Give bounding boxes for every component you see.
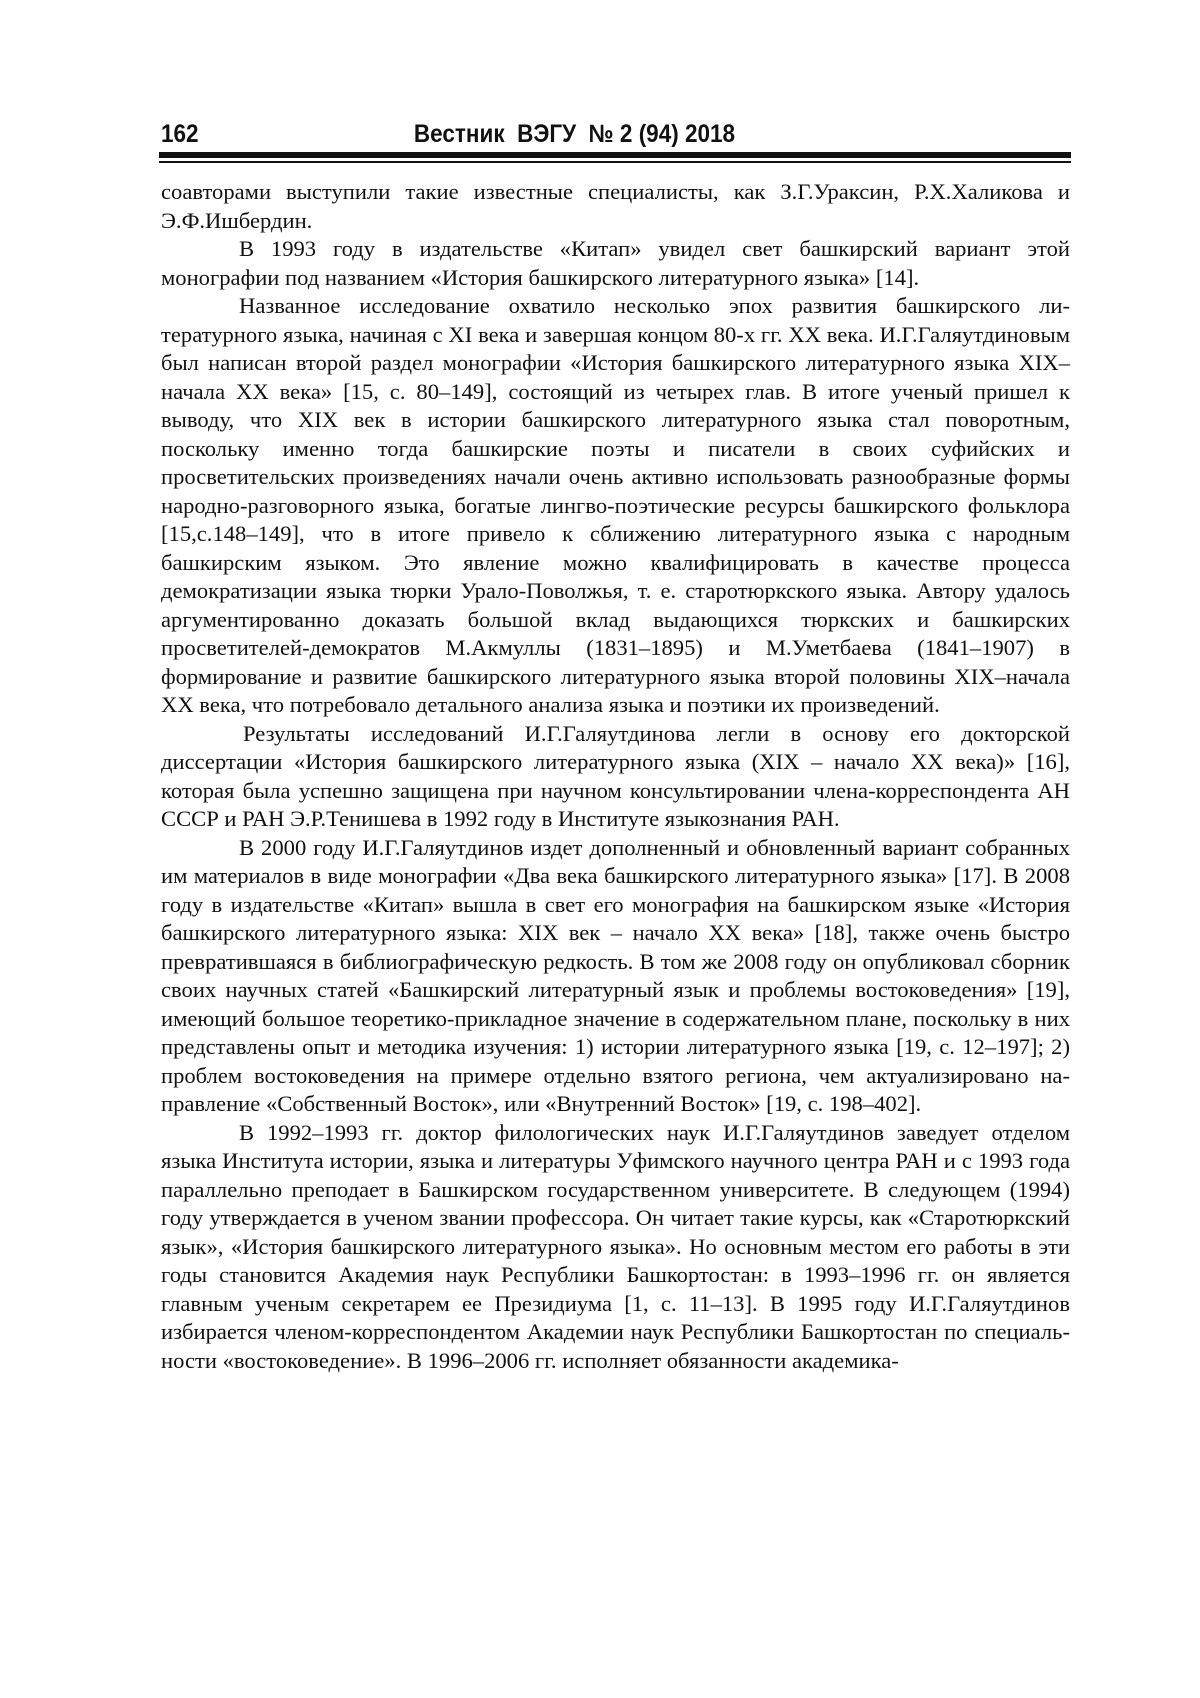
paragraph-6: В 1992–1993 гг. доктор филологических наук И.Г.Галяутдинов заведует отделом языка Института истории, языка и литературы Уфимского научного центра РАН и с 1993 года параллельно преподает в Башкирском государственном университете. В следующем (1994) году утверждается в ученом звании профессора. Он читает такие курсы, как «Старотюркский язык», «История башкирского литературного языка». Но основным местом его работы в эти годы становится Академия наук Республики Башкортостан: в 1993–1996 гг. он является главным ученым секретарем ее Президиума [1, с. 11–13]. В 1995 году И.Г.Галяутдинов избирается членом-корреспондентом Академии наук Республики Башкортостан по специальности «востоковедение». В 1996–2006 гг. исполняет обязанности академика-: [161, 1119, 1070, 1373]
paragraph-5: В 2000 году И.Г.Галяутдинов издет дополненный и обновленный вариант собранных им материалов в виде монографии «Два века башкирского литературного языка» [17]. В 2008 году в издательстве «Китап» вышла в свет его монография на башкирском языке «История башкирского литературного языка: XIX век – начало XX века» [18], также очень быстро превратившаяся в библиографическую редкость. В том же 2008 году он опубликовал сборник своих научных статей «Башкирский литературный язык и проблемы востоковедения» [19], имеющий большое теоретико-прикладное значение в содержательном плане, поскольку в них представлены опыт и методика изучения: 1) истории литературного языка [19, с. 12–197]; 2) проблем востоковедения на примере отдельно взятого региона, чем актуализировано направление «Собственный Восток», или «Внутренний Восток» [19, с. 198–402].: [161, 834, 1070, 1116]
page-number: 162: [161, 120, 199, 148]
header-rule-thin: [159, 161, 1071, 163]
article-body: [161, 178, 1070, 1375]
paragraph-3: Названное исследование охватило несколько эпох развития башкирского литературного языка, начиная с XI века и завершая концом 80-х гг. XX века. И.Г.Галяутдиновым был написан второй раздел монографии «История башкирского литературного языка XIX–начала XX века» [15, с. 80–149], состоящий из четырех глав. В итоге ученый пришел к выводу, что XIX век в истории башкирского литературного языка стал поворотным, поскольку именно тогда башкирские поэты и писатели в своих суфийских и просветительских произведениях начали очень активно использовать разнообразные формы народно-разговорного языка, богатые лингво-поэтические ресурсы башкирского фольклора [15,с.148–149], что в итоге привело к сближению литературного языка с народным башкирским языком. Это явление можно квалифицировать в качестве процесса демократизации языка тюрки Урало-Поволжья, т. е. старотюркского языка. Автору удалось аргументированно доказать большой вклад выдающихся тюркских и башкирских просветителей-демократов М.Акмуллы (1831–1895) и М.Уметбаева (1841–1907) в формирование и развитие башкирского литературного языка второй половины XIX–начала XX века, что потребовало детального анализа языка и поэтики их произведений.: [161, 293, 1070, 717]
paragraph-1: соавторами выступили такие известные специалисты, как З.Г.Ураксин, Р.Х.Халикова и Э.Ф.Ишбердин.: [161, 179, 1070, 233]
paragraph-4: Результаты исследований И.Г.Галяутдинова легли в основу его докторской диссертации «История башкирского литературного языка (XIX – начало XX века)» [16], которая была успешно защищена при научном консультировании члена-корреспондента АН СССР и РАН Э.Р.Тенишева в 1992 году в Институте языкознания РАН.: [161, 720, 1070, 831]
running-header: [161, 116, 981, 152]
header-rule-thick: [159, 152, 1071, 158]
journal-title: Вестник ВЭГУ № 2 (94) 2018: [413, 120, 736, 148]
paragraph-2: В 1993 году в издательстве «Китап» увидел свет башкирский вариант этой монографии под названием «История башкирского литературного языка» [14].: [161, 236, 1070, 290]
